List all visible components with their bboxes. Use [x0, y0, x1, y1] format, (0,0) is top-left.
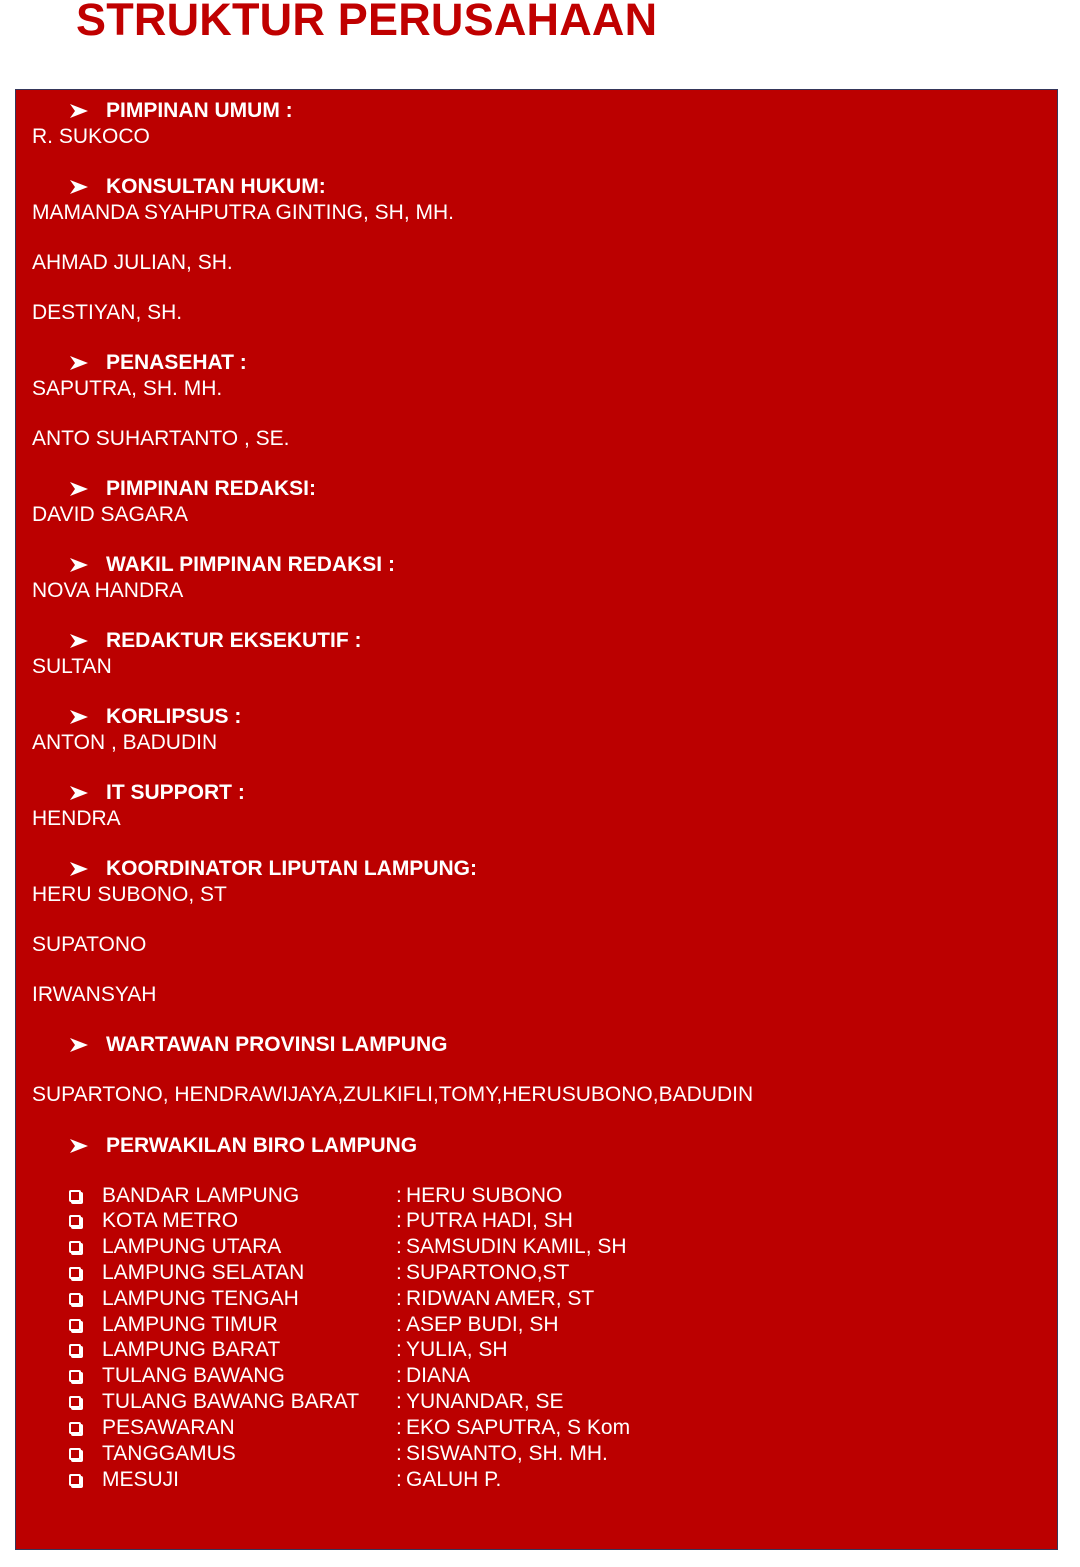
arrow-right-icon [69, 481, 91, 497]
name-line: DAVID SAGARA [32, 503, 188, 526]
checkbox-icon [69, 1319, 81, 1331]
biro-colon: : [396, 1468, 402, 1491]
biro-person: YULIA, SH [406, 1338, 508, 1361]
checkbox-icon [69, 1448, 81, 1460]
section-heading-pimpinan-redaksi [69, 476, 316, 502]
section-heading-pimpinan-umum [69, 98, 293, 124]
biro-person: HERU SUBONO [406, 1184, 563, 1207]
biro-region: TANGGAMUS [102, 1442, 236, 1465]
biro-colon: : [396, 1416, 402, 1439]
arrow-right-icon [69, 1138, 91, 1154]
section-heading-label: KONSULTAN HUKUM: [106, 175, 326, 198]
biro-row [69, 1467, 501, 1493]
section-heading-label: IT SUPPORT : [106, 781, 245, 804]
section-heading-label: KOORDINATOR LIPUTAN LAMPUNG: [106, 857, 477, 880]
arrow-right-icon [69, 355, 91, 371]
biro-colon: : [396, 1338, 402, 1361]
biro-person: DIANA [406, 1364, 471, 1387]
biro-region: PESAWARAN [102, 1416, 235, 1439]
biro-person: SAMSUDIN KAMIL, SH [406, 1235, 627, 1258]
arrow-right-icon [69, 103, 91, 119]
name-line: ANTON , BADUDIN [32, 731, 218, 754]
biro-region: LAMPUNG SELATAN [102, 1261, 305, 1284]
section-heading-label: PERWAKILAN BIRO LAMPUNG [106, 1134, 418, 1157]
arrow-right-icon [69, 709, 91, 725]
name-line: SULTAN [32, 655, 112, 678]
biro-row [69, 1208, 573, 1234]
biro-row [69, 1260, 569, 1286]
section-heading-label: WAKIL PIMPINAN REDAKSI : [106, 553, 395, 576]
section-heading-penasehat [69, 350, 247, 376]
biro-person: YUNANDAR, SE [406, 1390, 564, 1413]
structure-panel [15, 89, 1058, 1550]
page-title: STRUKTUR PERUSAHAAN [76, 0, 658, 45]
biro-row [69, 1337, 508, 1363]
biro-person: GALUH P. [406, 1468, 502, 1491]
section-heading-label: PIMPINAN REDAKSI: [106, 477, 317, 500]
biro-colon: : [396, 1390, 402, 1413]
arrow-right-icon [69, 861, 91, 877]
biro-row [69, 1312, 559, 1338]
section-heading-redaktur-eksekutif [69, 628, 362, 654]
biro-person: PUTRA HADI, SH [406, 1209, 573, 1232]
section-heading-koordinator-liputan [69, 856, 477, 882]
arrow-right-icon [69, 557, 91, 573]
name-line: NOVA HANDRA [32, 579, 184, 602]
biro-colon: : [396, 1261, 402, 1284]
checkbox-icon [69, 1267, 81, 1279]
biro-colon: : [396, 1442, 402, 1465]
biro-colon: : [396, 1209, 402, 1232]
biro-region: MESUJI [102, 1468, 180, 1491]
biro-region: TULANG BAWANG BARAT [102, 1390, 360, 1413]
biro-person: ASEP BUDI, SH [406, 1313, 559, 1336]
biro-person: RIDWAN AMER, ST [406, 1287, 595, 1310]
arrow-right-icon [69, 1037, 91, 1053]
biro-row [69, 1363, 470, 1389]
name-line: AHMAD JULIAN, SH. [32, 251, 233, 274]
biro-region: LAMPUNG UTARA [102, 1235, 282, 1258]
biro-row [69, 1389, 564, 1415]
biro-region: KOTA METRO [102, 1209, 239, 1232]
checkbox-icon [69, 1370, 81, 1382]
biro-colon: : [396, 1313, 402, 1336]
name-line: DESTIYAN, SH. [32, 301, 183, 324]
section-heading-wartawan-provinsi [69, 1032, 447, 1058]
section-heading-label: PIMPINAN UMUM : [106, 99, 293, 122]
name-line: SAPUTRA, SH. MH. [32, 377, 223, 400]
biro-person: EKO SAPUTRA, S Kom [406, 1416, 631, 1439]
name-line: IRWANSYAH [32, 983, 157, 1006]
checkbox-icon [69, 1241, 81, 1253]
biro-person: SUPARTONO,ST [406, 1261, 570, 1284]
biro-row [69, 1415, 630, 1441]
section-heading-label: PENASEHAT : [106, 351, 247, 374]
section-heading-label: WARTAWAN PROVINSI LAMPUNG [106, 1033, 448, 1056]
name-line: MAMANDA SYAHPUTRA GINTING, SH, MH. [32, 201, 454, 224]
name-line: SUPARTONO, HENDRAWIJAYA,ZULKIFLI,TOMY,HERUSUBONO,BADUDIN [32, 1083, 754, 1106]
checkbox-icon [69, 1190, 81, 1202]
name-line: R. SUKOCO [32, 125, 150, 148]
arrow-right-icon [69, 785, 91, 801]
biro-row [69, 1234, 627, 1260]
section-heading-konsultan-hukum [69, 174, 326, 200]
section-heading-korlipsus [69, 704, 241, 730]
biro-person: SISWANTO, SH. MH. [406, 1442, 608, 1465]
checkbox-icon [69, 1422, 81, 1434]
checkbox-icon [69, 1215, 81, 1227]
biro-colon: : [396, 1364, 402, 1387]
section-heading-perwakilan-biro [69, 1133, 417, 1159]
arrow-right-icon [69, 633, 91, 649]
biro-row [69, 1183, 562, 1209]
section-heading-it-support [69, 780, 245, 806]
checkbox-icon [69, 1344, 81, 1356]
biro-region: LAMPUNG TENGAH [102, 1287, 299, 1310]
checkbox-icon [69, 1474, 81, 1486]
biro-colon: : [396, 1287, 402, 1310]
biro-region: TULANG BAWANG [102, 1364, 285, 1387]
biro-region: LAMPUNG TIMUR [102, 1313, 278, 1336]
section-heading-label: REDAKTUR EKSEKUTIF : [106, 629, 362, 652]
name-line: HENDRA [32, 807, 121, 830]
biro-row [69, 1286, 594, 1312]
biro-region: BANDAR LAMPUNG [102, 1184, 300, 1207]
checkbox-icon [69, 1396, 81, 1408]
biro-row [69, 1441, 608, 1467]
biro-colon: : [396, 1184, 402, 1207]
biro-colon: : [396, 1235, 402, 1258]
section-heading-label: KORLIPSUS : [106, 705, 242, 728]
biro-region: LAMPUNG BARAT [102, 1338, 281, 1361]
section-heading-wakil-pimpinan-redaksi [69, 552, 395, 578]
name-line: ANTO SUHARTANTO , SE. [32, 427, 290, 450]
checkbox-icon [69, 1293, 81, 1305]
arrow-right-icon [69, 179, 91, 195]
name-line: SUPATONO [32, 933, 147, 956]
name-line: HERU SUBONO, ST [32, 883, 227, 906]
